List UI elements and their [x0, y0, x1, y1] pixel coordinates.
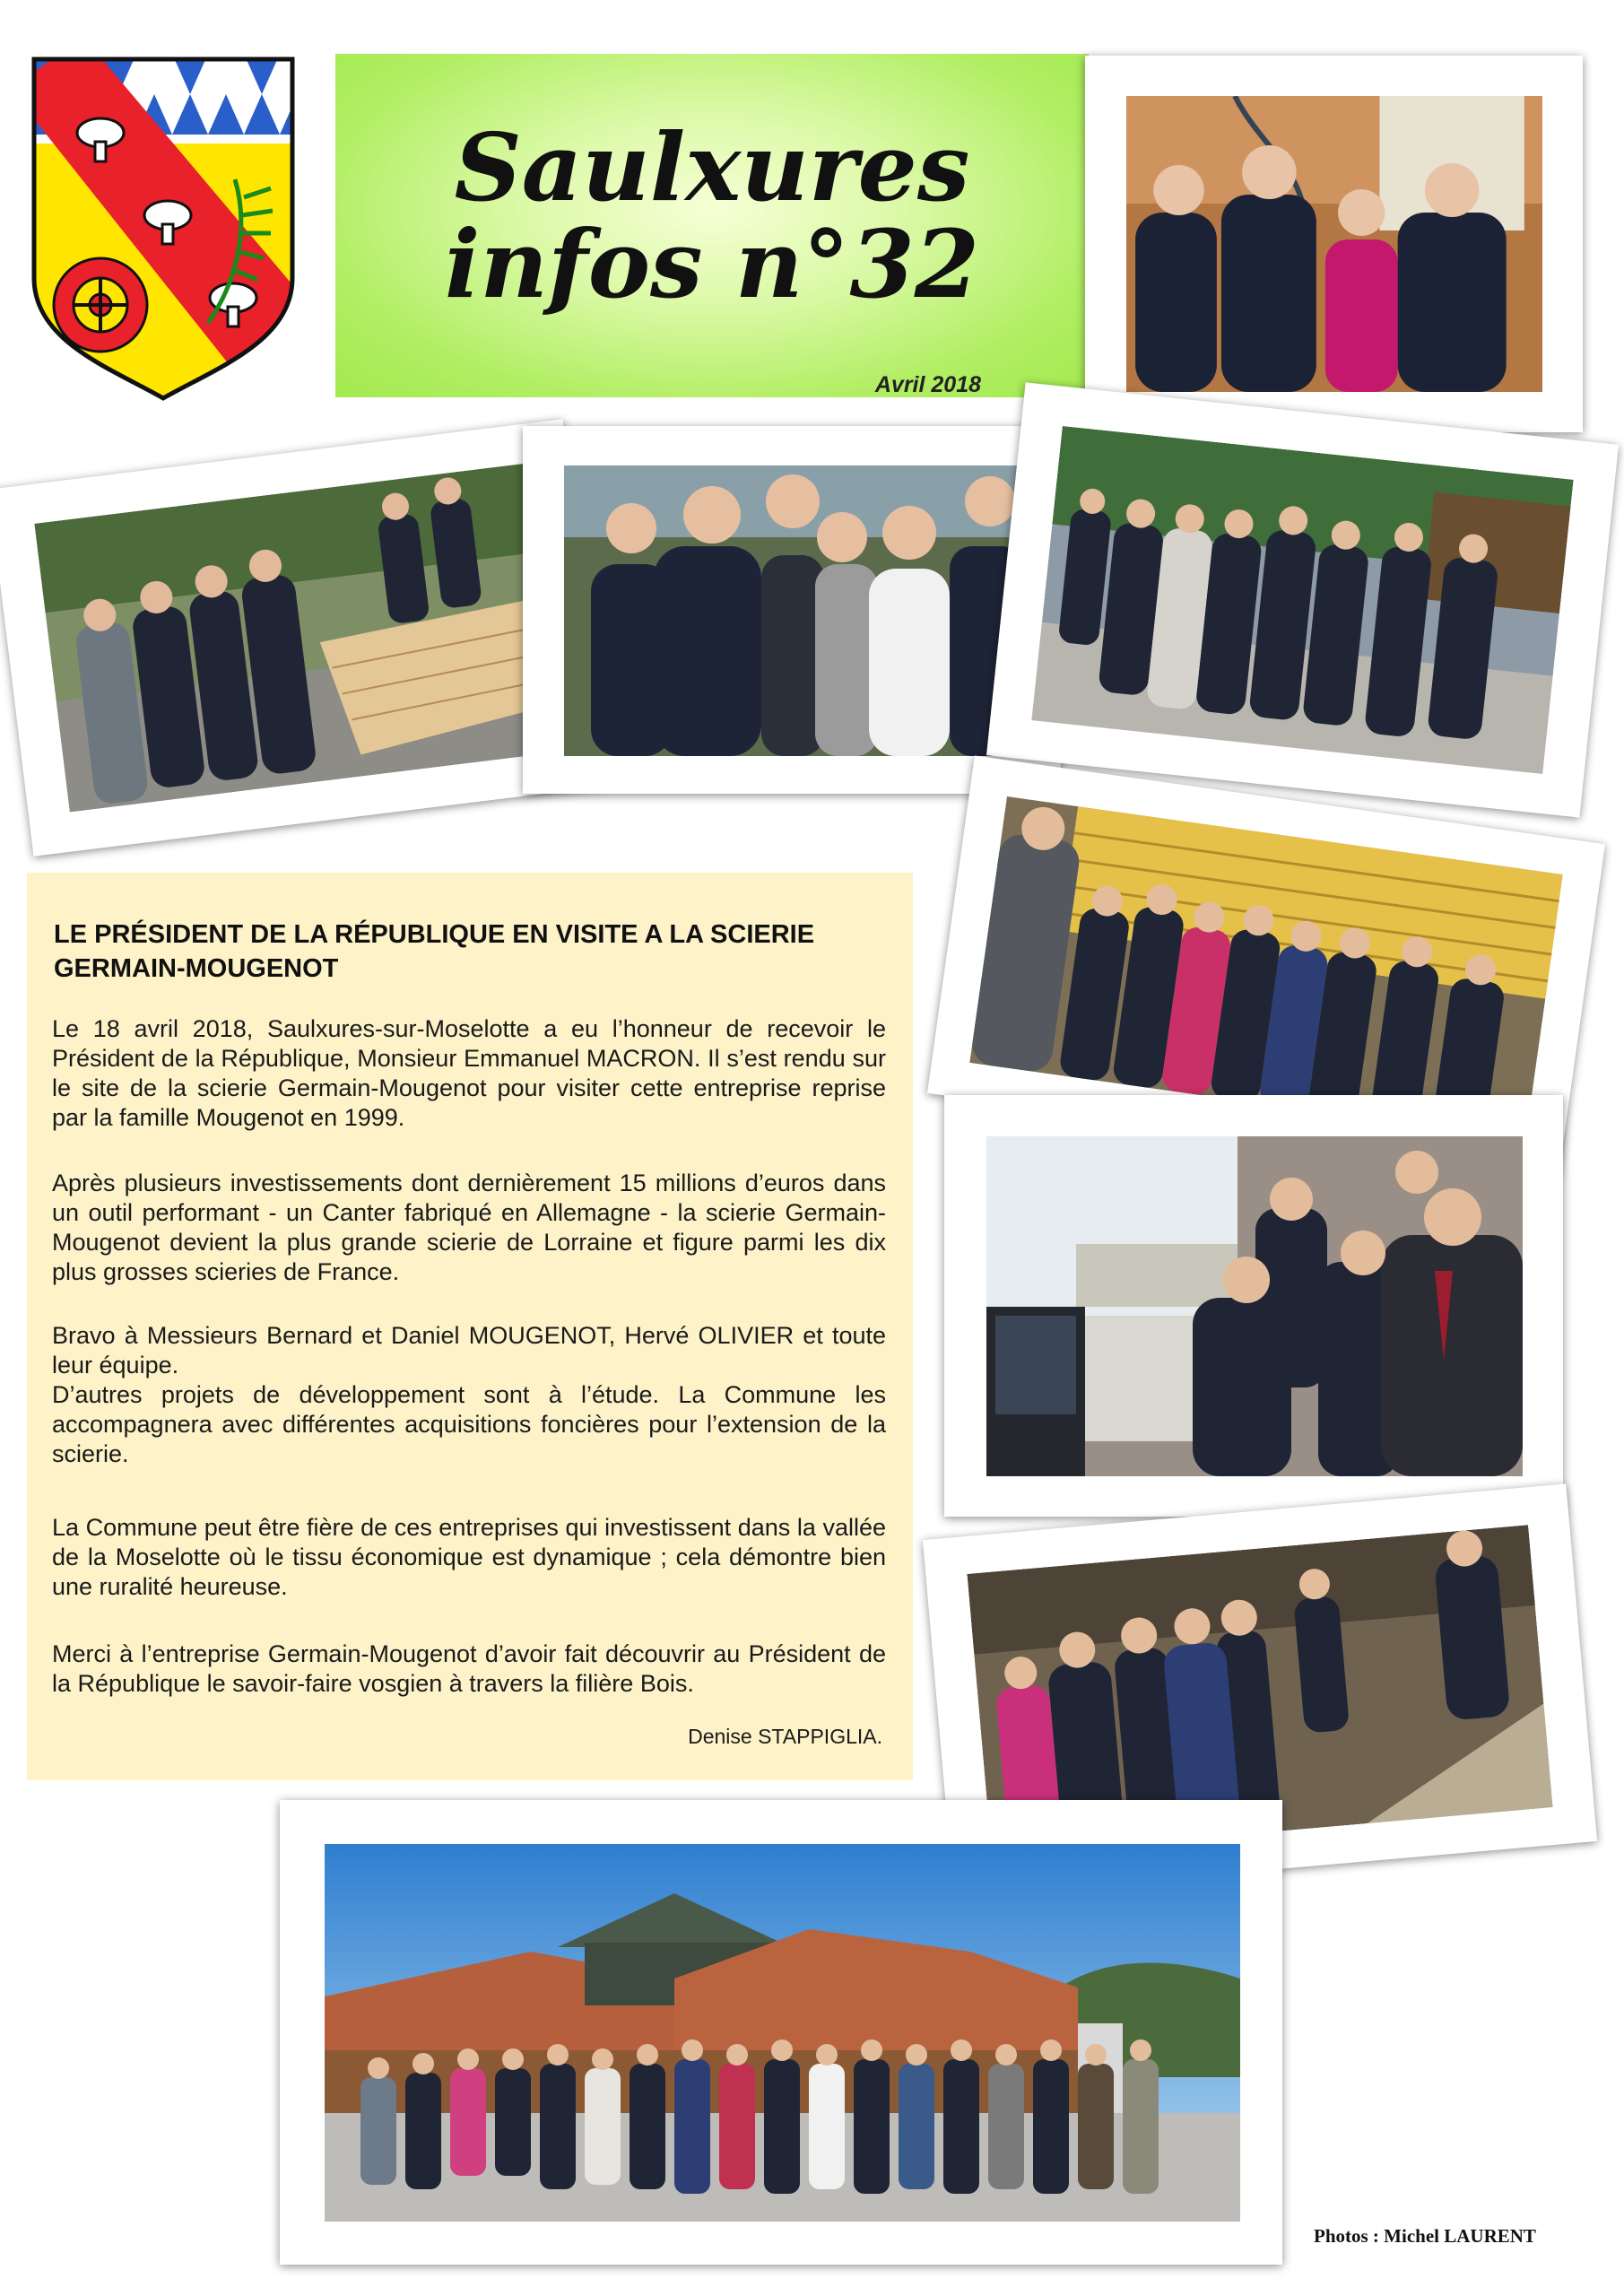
newsletter-title-line1: Saulxures — [454, 112, 970, 222]
photo-planks-visit — [0, 419, 608, 857]
article-headline: LE PRÉSIDENT DE LA RÉPUBLIQUE EN VISITE A LA SCIERIE GERMAIN-MOUGENOT — [54, 920, 815, 983]
article-paragraph: Le 18 avril 2018, Saulxures-sur-Moselotte a eu l’honneur de recevoir le Président de la République, Monsieur Emmanuel MACRON. Il s’est rendu sur le site de la scierie Germain-Mougenot pour visiter cette entreprise reprise par la famille Mougenot en 1999. — [52, 1015, 886, 1131]
article-signature: Denise STAPPIGLIA. — [688, 1725, 882, 1748]
article-paragraph: Bravo à Messieurs Bernard et Daniel MOUGENOT, Hervé OLIVIER et toute leur équipe. — [52, 1322, 886, 1378]
article-box — [27, 873, 913, 1780]
title-banner — [335, 54, 1089, 397]
photo-delegation-walking — [986, 382, 1619, 817]
article-paragraph: Après plusieurs investissements dont dernièrement 15 millions d’euros dans un outil performant - un Canter fabriqué en Allemagne - la scierie Germain-Mougenot devient la plus grande scierie de Lorraine et figure parmi les dix plus grosses scieries de France. — [52, 1170, 886, 1285]
article-paragraph: Merci à l’entreprise Germain-Mougenot d’avoir fait découvrir au Président de la République le savoir-faire vosgien à travers la filière Bois. — [52, 1640, 886, 1697]
coat-of-arms-logo — [29, 54, 298, 404]
photo-control-room — [944, 1095, 1563, 1517]
article-paragraph: La Commune peut être fière de ces entreprises qui investissent dans la vallée de la Moselotte où le tissu économique est dynamique ; cela démontre bien une ruralité heureuse. — [52, 1514, 886, 1600]
photo-credit: Photos : Michel LAURENT — [1314, 2225, 1536, 2247]
article-paragraph: D’autres projets de développement sont à l’étude. La Commune les accompagnera avec différentes acquisitions foncières pour l’extension de la scierie. — [52, 1381, 886, 1467]
photo-group-portrait — [1085, 56, 1583, 432]
issue-date: Avril 2018 — [874, 372, 981, 397]
photo-conversation — [523, 426, 1061, 794]
newsletter-title-line2: infos n°32 — [444, 209, 980, 319]
photo-staff-group — [280, 1800, 1282, 2265]
